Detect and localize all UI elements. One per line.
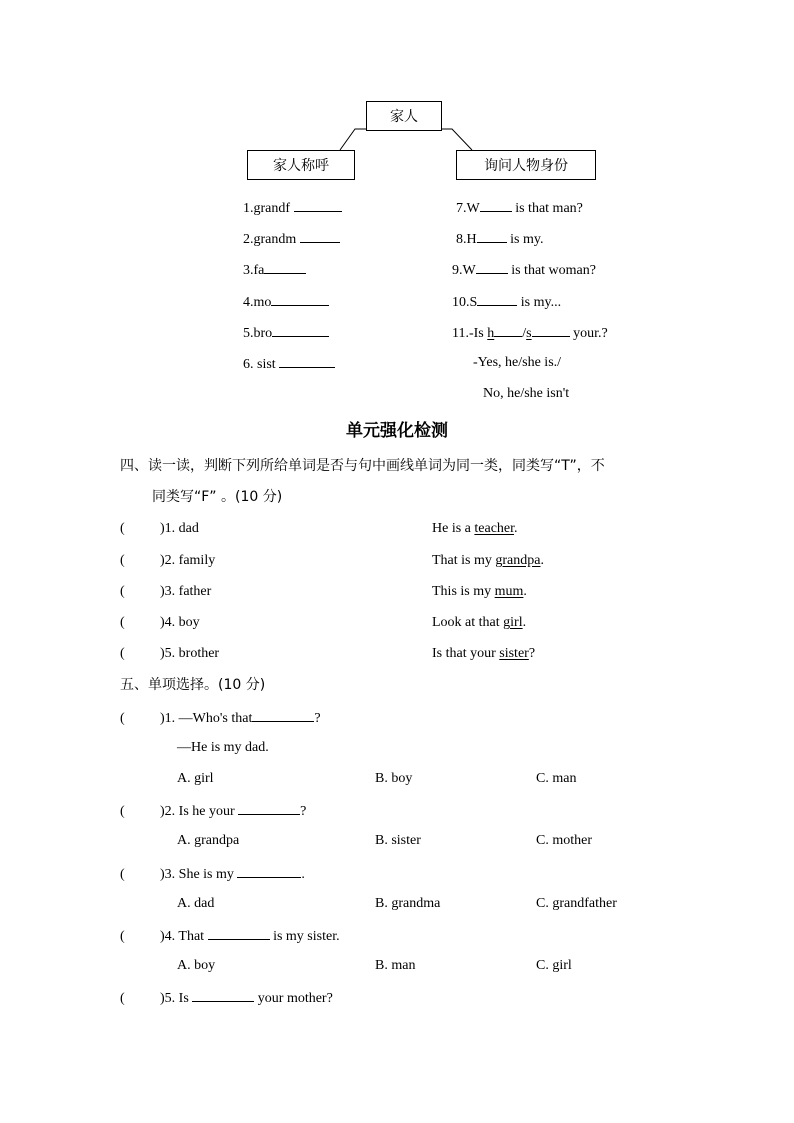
mindmap-root-label: 家人 <box>390 109 418 125</box>
part4-instruction-line1: 四、读一读，判断下列所给单词是否与句中画线单词为同一类，同类写“T”，不 <box>120 458 605 474</box>
right-item-11: 11.-Is h /s your.? <box>452 323 608 343</box>
right-item-10: 10.S is my... <box>452 292 561 312</box>
left-item-4: 4.mo <box>243 292 329 312</box>
mindmap-right-box <box>456 150 596 180</box>
left-item-1: 1.grandf <box>243 198 342 218</box>
left-item-6: 6. sist <box>243 354 335 374</box>
mindmap-left-box <box>247 150 355 180</box>
right-item-12: -Yes, he/she is./ <box>473 355 562 370</box>
right-item-7: 7.W is that man? <box>456 198 583 218</box>
connector-right <box>441 129 472 150</box>
mindmap-right-label: 询问人物身份 <box>484 158 568 174</box>
left-item-3: 3.fa <box>243 260 306 280</box>
mindmap-left-label: 家人称呼 <box>273 158 329 174</box>
connector-left <box>340 129 366 150</box>
left-item-2: 2.grandm <box>243 229 340 249</box>
mindmap-root-box <box>366 101 442 131</box>
left-item-5: 5.bro <box>243 323 329 343</box>
part4-instruction-line2: 同类写“F” 。(10 分) <box>152 489 283 505</box>
mindmap-connectors <box>0 0 794 200</box>
section-title: 单元强化检测 <box>346 421 448 441</box>
right-item-13: No, he/she isn't <box>483 386 570 401</box>
right-item-9: 9.W is that woman? <box>452 260 596 280</box>
right-item-8: 8.H is my. <box>456 229 543 249</box>
part5-heading: 五、单项选择。(10 分) <box>120 677 266 693</box>
